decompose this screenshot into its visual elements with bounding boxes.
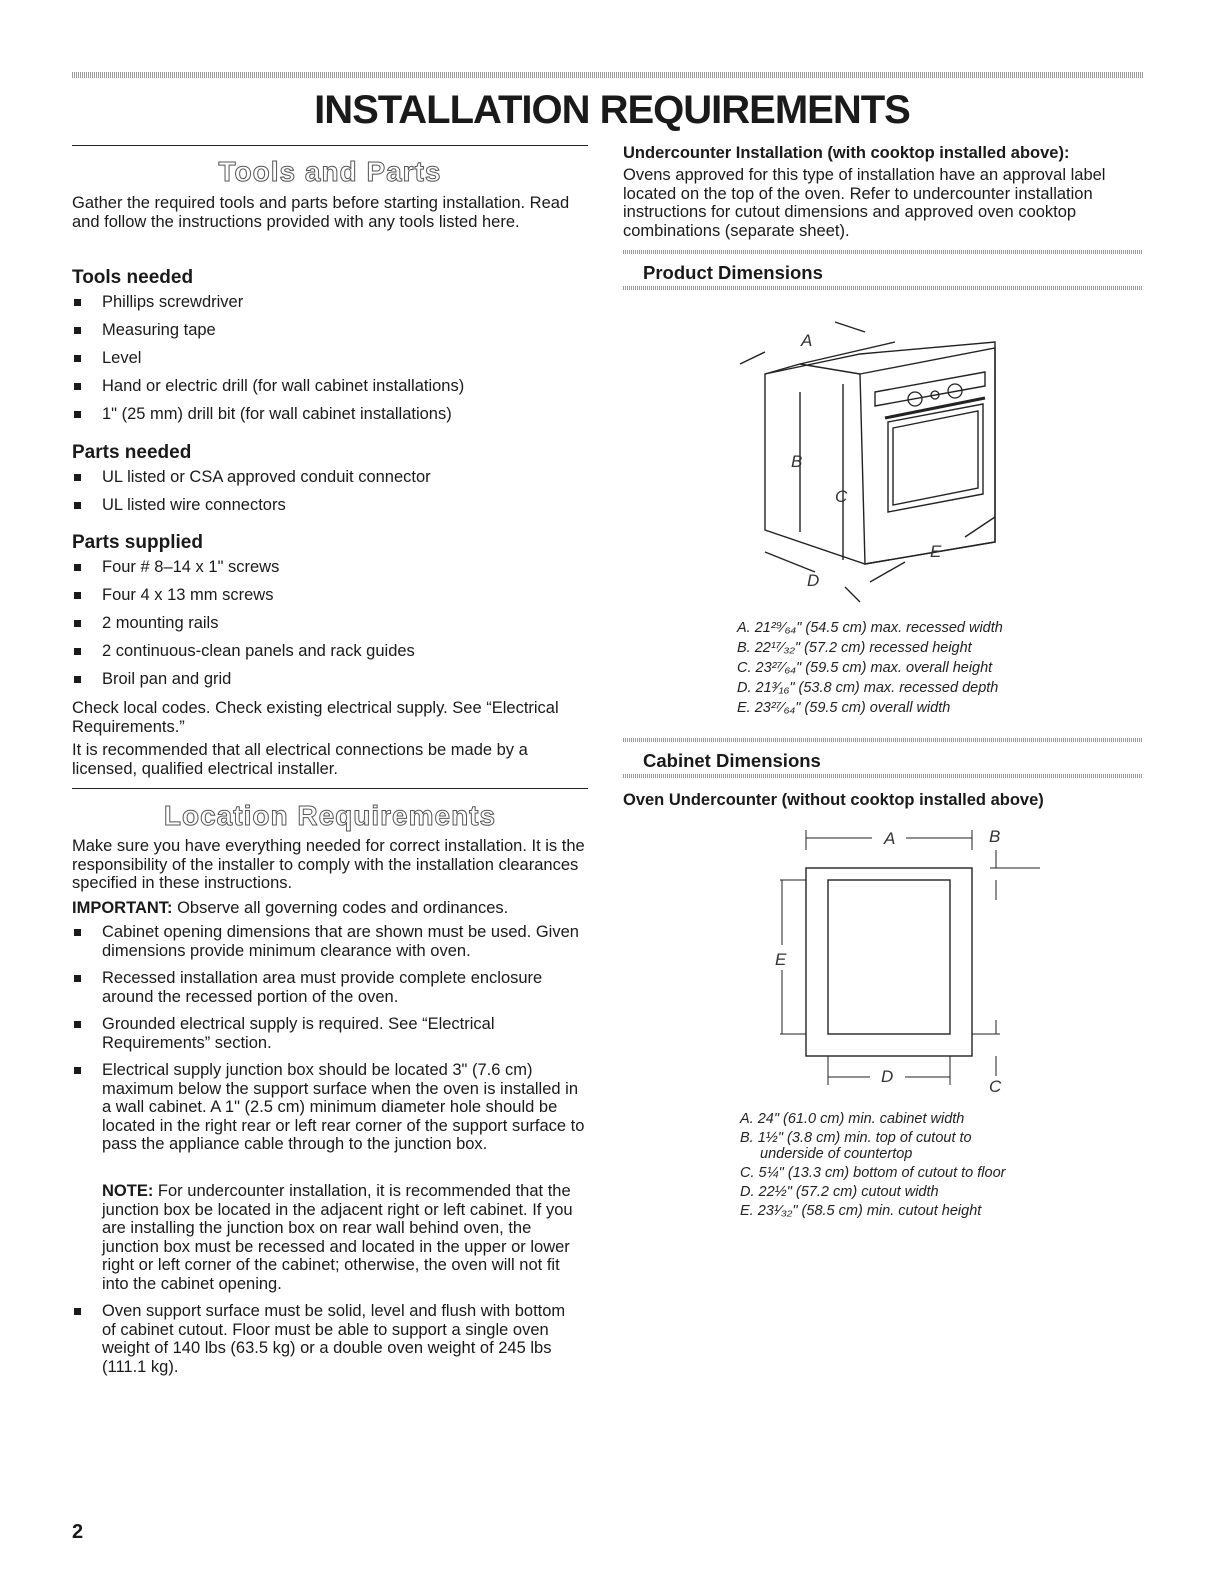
list-item: Hand or electric drill (for wall cabinet installations): [72, 377, 572, 396]
list-item: 2 continuous-clean panels and rack guides: [72, 642, 572, 661]
label-d: D: [881, 1067, 894, 1086]
label-b: B: [989, 827, 1001, 846]
list-item: Grounded electrical supply is required. See “Electrical Requirements” section.: [72, 1015, 588, 1052]
tools-needed-list: [72, 293, 572, 424]
label-c: C: [835, 487, 848, 506]
list-item: UL listed wire connectors: [72, 496, 572, 515]
label-b: B: [791, 452, 803, 471]
section-divider: [72, 145, 588, 146]
note-label: NOTE:: [102, 1182, 154, 1200]
caption-a: A. 21²⁹⁄₆₄" (54.5 cm) max. recessed width: [737, 620, 1003, 636]
important-label: IMPORTANT:: [72, 899, 173, 917]
dim-line-right: [972, 880, 1000, 1076]
cabinet-dimensions-captions: [740, 1110, 1005, 1221]
important-text: Observe all governing codes and ordinances.: [172, 899, 509, 917]
product-dimensions-captions: [737, 618, 1003, 718]
list-item: Level: [72, 349, 572, 368]
important-line: [72, 899, 588, 918]
list-item: Electrical supply junction box should be located 3" (7.6 cm) maximum below the support surface when the oven is installed in a wall cabinet. A 1" (2.5 cm) minimum diameter hole should be located in the right rear or left rear corner of the support surface to pass the appliance cable through to the junction box.: [72, 1061, 588, 1154]
label-c: C: [989, 1077, 1002, 1096]
recommend-text: It is recommended that all electrical connections be made by a licensed, qualified electrical installer.: [72, 741, 528, 778]
label-e: E: [775, 950, 787, 969]
list-item: 2 mounting rails: [72, 614, 572, 633]
cabinet-dimensions-heading: Cabinet Dimensions: [643, 750, 821, 771]
caption-c: C. 23²⁷⁄₆₄" (59.5 cm) max. overall height: [737, 660, 993, 676]
caption-b: B. 1½" (3.8 cm) min. top of cutout to: [740, 1130, 972, 1146]
list-item: UL listed or CSA approved conduit connector: [72, 468, 572, 487]
cutout-opening: [828, 880, 950, 1034]
tools-needed-heading: Tools needed: [72, 267, 194, 288]
section-divider: [72, 788, 588, 789]
undercounter-heading: Undercounter Installation (with cooktop installed above):: [623, 144, 1070, 162]
label-a: A: [884, 829, 896, 848]
section-divider: [623, 738, 1143, 742]
section-divider: [623, 250, 1143, 254]
parts-supplied-list: [72, 558, 572, 689]
cabinet-dimensions-diagram: [760, 820, 1040, 1110]
list-item: 1" (25 mm) drill bit (for wall cabinet installations): [72, 405, 572, 424]
location-list-last: [72, 1302, 572, 1376]
label-a: A: [801, 331, 813, 350]
page-number: 2: [72, 1521, 84, 1543]
tools-parts-intro: Gather the required tools and parts before starting installation. Read and follow the instructions provided with any tools listed here.: [72, 194, 570, 231]
caption-b-cont: underside of countertop: [760, 1146, 913, 1162]
list-item: Measuring tape: [72, 321, 572, 340]
parts-needed-heading: Parts needed: [72, 442, 192, 463]
location-intro: Make sure you have everything needed for correct installation. It is the responsibility of the installer to comply with the installation clearances specified in these instructions.: [72, 837, 585, 892]
product-dimensions-diagram: [725, 312, 1025, 612]
caption-e: E. 23²⁷⁄₆₄" (59.5 cm) overall width: [737, 700, 951, 716]
caption-b: B. 22¹⁷⁄₃₂" (57.2 cm) recessed height: [737, 640, 972, 656]
product-dimensions-heading: Product Dimensions: [643, 262, 823, 283]
dim-line-b: [990, 850, 1040, 868]
oven-front-frame: [860, 348, 995, 564]
top-divider: [72, 72, 1144, 78]
caption-d: D. 21³⁄₁₆" (53.8 cm) max. recessed depth: [737, 680, 999, 696]
cabinet-outline: [806, 868, 972, 1056]
caption-d: D. 22½" (57.2 cm) cutout width: [740, 1184, 939, 1200]
list-item: Oven support surface must be solid, level and flush with bottom of cabinet cutout. Floor must be able to support a single oven weight of 140 lbs (63.5 kg) or a double oven weight of 245 lbs (111.1 kg).: [72, 1302, 572, 1376]
page-title: INSTALLATION REQUIREMENTS: [314, 88, 910, 132]
list-item: Phillips screwdriver: [72, 293, 572, 312]
list-item: Cabinet opening dimensions that are shown must be used. Given dimensions provide minimum clearance with oven.: [72, 923, 588, 960]
caption-a: A. 24" (61.0 cm) min. cabinet width: [740, 1111, 965, 1127]
note-paragraph: [102, 1182, 582, 1293]
section-divider: [623, 774, 1143, 778]
parts-needed-list: [72, 468, 572, 515]
caption-e: E. 23¹⁄₃₂" (58.5 cm) min. cutout height: [740, 1203, 982, 1219]
list-item: Four 4 x 13 mm screws: [72, 586, 572, 605]
parts-supplied-heading: Parts supplied: [72, 532, 203, 553]
list-item: Broil pan and grid: [72, 670, 572, 689]
list-item: Four # 8–14 x 1" screws: [72, 558, 572, 577]
door-window-inner: [893, 411, 978, 505]
label-d: D: [807, 571, 820, 590]
location-heading: Location Requirements: [163, 800, 497, 831]
undercounter-text: Ovens approved for this type of installation have an approval label located on the top of the oven. Refer to undercounter installation instructions for cutout dimensions and approved oven cooktop combinations (separate sheet).: [623, 166, 1106, 240]
caption-c: C. 5¼" (13.3 cm) bottom of cutout to floor: [740, 1165, 1006, 1181]
cabinet-subheading: Oven Undercounter (without cooktop installed above): [623, 791, 1044, 809]
note-text: For undercounter installation, it is recommended that the junction box be located in the adjacent right or left cabinet. If you are installing the junction box on rear wall behind oven, the junction box must be recessed and located in the upper or lower right or left corner of the cabinet; otherwise, the oven will not fit into the cabinet opening.: [102, 1182, 573, 1293]
section-divider: [623, 286, 1143, 290]
check-codes-text: Check local codes. Check existing electrical supply. See “Electrical Requirements.”: [72, 699, 559, 736]
list-item: Recessed installation area must provide complete enclosure around the recessed portion of the oven.: [72, 969, 588, 1006]
tools-parts-heading: Tools and Parts: [218, 156, 442, 187]
label-e: E: [930, 542, 942, 561]
location-list: [72, 923, 588, 1154]
